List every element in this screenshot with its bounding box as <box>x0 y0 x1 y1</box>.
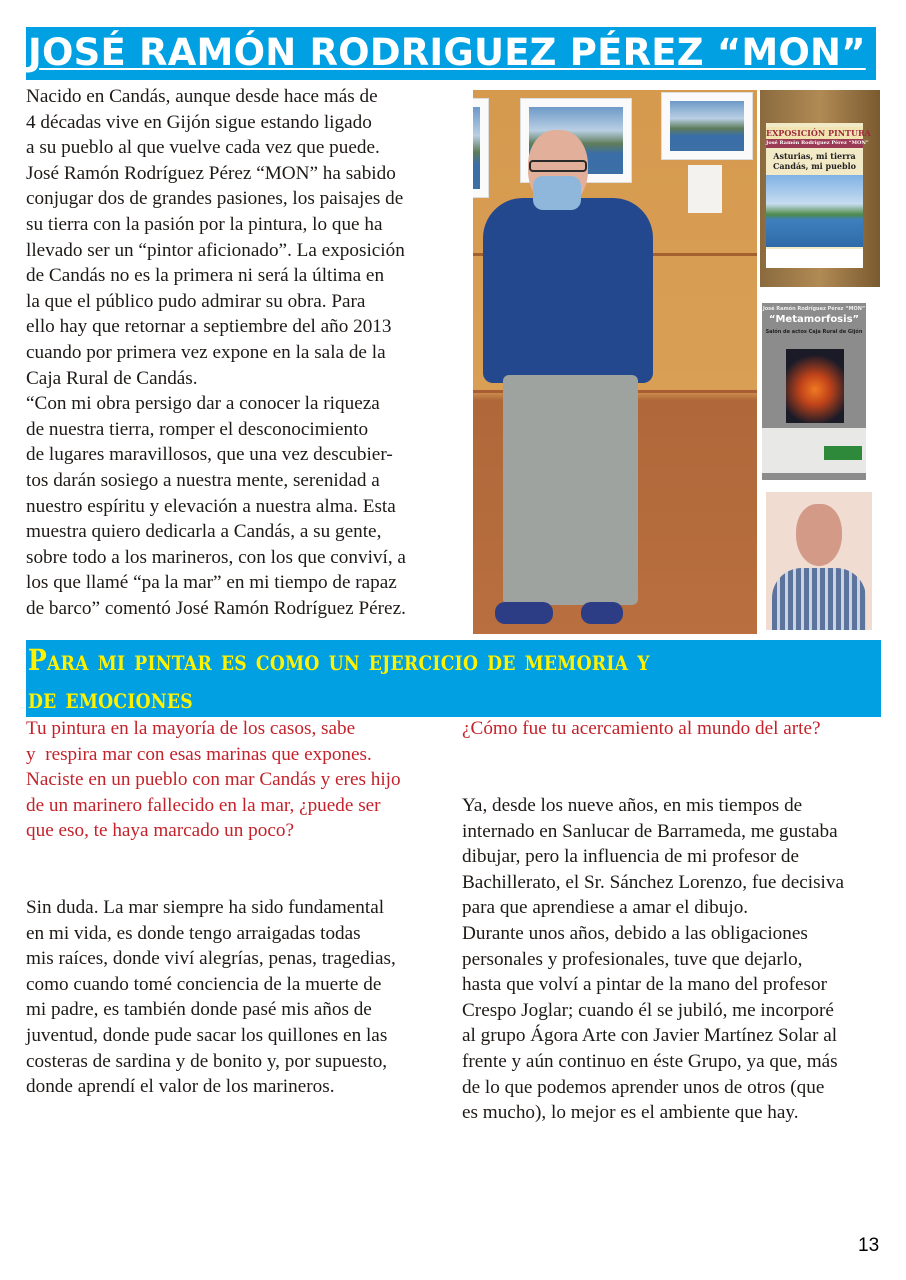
text-line: que eso, te haya marcado un poco? <box>26 820 294 842</box>
poster2-venue: Salón de actos Caja Rural de Gijón <box>765 329 863 335</box>
text-line: conjugar dos de grandes pasiones, los paisajes de <box>26 188 404 210</box>
text-line: de Candás no es la primera ni será la última en <box>26 265 385 287</box>
text-line: la que el público pudo admirar su obra. Para <box>26 290 366 312</box>
text-line: de nuestra tierra, romper el desconocimiento <box>26 418 369 440</box>
section-heading-line-2: de emociones <box>28 681 193 715</box>
page-number: 13 <box>858 1235 880 1256</box>
text-line: mis raíces, donde viví alegrías, penas, tragedias, <box>26 948 396 970</box>
glasses <box>529 160 587 172</box>
poster-title-1: Asturias, mi tierra <box>773 151 856 161</box>
answer-2 <box>462 793 844 1126</box>
text-line: donde aprendí el valor de los marineros. <box>26 1076 335 1098</box>
sponsor-logo <box>824 446 862 460</box>
text-line: Bachillerato, el Sr. Sánchez Lorenzo, fue decisiva <box>462 871 844 893</box>
text-line: como cuando tomé conciencia de la muerte de <box>26 973 382 995</box>
poster2-title: “Metamorfosis” <box>768 314 860 325</box>
text-line: 4 décadas vive en Gijón sigue estando ligado <box>26 111 372 133</box>
artist-portrait-photo <box>766 492 872 630</box>
text-line: de lugares maravillosos, que una vez descubier- <box>26 444 393 466</box>
text-line: de un marinero fallecido en la mar, ¿puede ser <box>26 794 381 816</box>
text-line: al grupo Ágora Arte con Javier Martínez Solar al <box>462 1025 838 1047</box>
text-line: Ya, desde los nueve años, en mis tiempos de <box>462 795 803 816</box>
text-line: de barco” comentó José Ramón Rodríguez Pérez. <box>26 597 406 619</box>
text-line: y respira mar con esas marinas que expones. <box>26 743 372 765</box>
text-line: Sin duda. La mar siempre ha sido fundamental <box>26 897 385 918</box>
text-line: ¿Cómo fue tu acercamiento al mundo del arte? <box>462 718 821 739</box>
text-line: es mucho), lo mejor es el ambiente que hay. <box>462 1102 799 1124</box>
text-line: cuando por primera vez expone en la sala de la <box>26 341 386 363</box>
text-line: muestra quiero dedicarla a Candás, a su gente, <box>26 521 382 543</box>
text-line: juventud, donde pude sacar los quillones en las <box>26 1024 388 1046</box>
painting-frame <box>473 98 489 198</box>
question-1 <box>26 716 401 844</box>
face-mask <box>533 176 581 210</box>
text-line: costeras de sardina y de bonito y, por supuesto, <box>26 1050 388 1072</box>
text-line: Tu pintura en la mayoría de los casos, sabe <box>26 718 356 739</box>
artist-trousers <box>503 375 638 605</box>
subtitle-banner <box>26 640 881 717</box>
painting-label <box>688 165 722 213</box>
text-line: Naciste en un pueblo con mar Candás y eres hijo <box>26 769 401 791</box>
answer-1 <box>26 895 396 1100</box>
metamorfosis-poster-photo <box>762 303 866 480</box>
exhibition-poster-photo <box>760 90 880 287</box>
page-title: JOSÉ RAMÓN RODRIGUEZ PÉREZ “MON” <box>28 31 866 74</box>
text-line: “Con mi obra persigo dar a conocer la riqueza <box>26 393 380 415</box>
text-line: su tierra con la pasión por la pintura, lo que ha <box>26 213 383 235</box>
poster-title-2: Candás, mi pueblo <box>773 161 856 171</box>
text-line: ello hay que retornar a septiembre del año 2013 <box>26 316 392 338</box>
poster-heading: EXPOSICIÓN PINTURA <box>766 128 871 138</box>
text-line: a su pueblo al que vuelve cada vez que puede. <box>26 137 380 159</box>
artist-exhibition-photo <box>473 90 757 634</box>
shoe <box>495 602 553 624</box>
question-2 <box>462 716 821 742</box>
text-line: Crespo Joglar; cuando él se jubiló, me incorporé <box>462 999 834 1021</box>
title-banner <box>26 27 876 80</box>
shoe <box>581 602 623 624</box>
text-line: mi padre, es también donde pasé mis años de <box>26 999 372 1021</box>
text-line: frente y aún continuo en éste Grupo, ya que, más <box>462 1050 838 1072</box>
artist-figure <box>483 198 653 383</box>
text-line: Caja Rural de Candás. <box>26 367 198 389</box>
text-line: llevado ser un “pintor aficionado”. La exposición <box>26 239 405 261</box>
poster2-artist: José Ramón Rodríguez Pérez “MON” <box>762 306 866 312</box>
section-heading-line-1: Para mi pintar es como un ejercicio de memoria y <box>28 643 650 677</box>
text-line: nuestro espíritu y elevación a nuestra alma. Esta <box>26 495 396 517</box>
text-line: Durante unos años, debido a las obligaciones <box>462 922 808 944</box>
text-line: para que aprendiese a amar el dibujo. <box>462 897 749 919</box>
intro-paragraph <box>26 84 406 621</box>
text-line: personales y profesionales, tuve que dejarlo, <box>462 948 803 970</box>
painting-fire <box>786 349 844 423</box>
text-line: Nacido en Candás, aunque desde hace más de <box>26 86 378 107</box>
text-line: de lo que podemos aprender unos de otros (que <box>462 1076 825 1098</box>
text-line: sobre todo a los marineros, con los que conviví, a <box>26 546 406 568</box>
text-line: hasta que volví a pintar de la mano del profesor <box>462 974 827 996</box>
poster-sheet <box>766 123 871 268</box>
text-line: internado en Sanlucar de Barrameda, me gustaba <box>462 820 838 842</box>
painting-frame <box>661 92 753 160</box>
text-line: José Ramón Rodríguez Pérez “MON” ha sabido <box>26 162 396 184</box>
text-line: tos darán sosiego a nuestra mente, serenidad a <box>26 469 380 491</box>
text-line: dibujar, pero la influencia de mi profesor de <box>462 846 800 868</box>
poster-artist: José Ramón Rodríguez Pérez “MON” <box>766 140 869 146</box>
section-heading <box>28 641 768 717</box>
text-line: los que llamé “pa la mar” en mi tiempo de rapaz <box>26 572 397 594</box>
text-line: en mi vida, es donde tengo arraigadas todas <box>26 922 361 944</box>
